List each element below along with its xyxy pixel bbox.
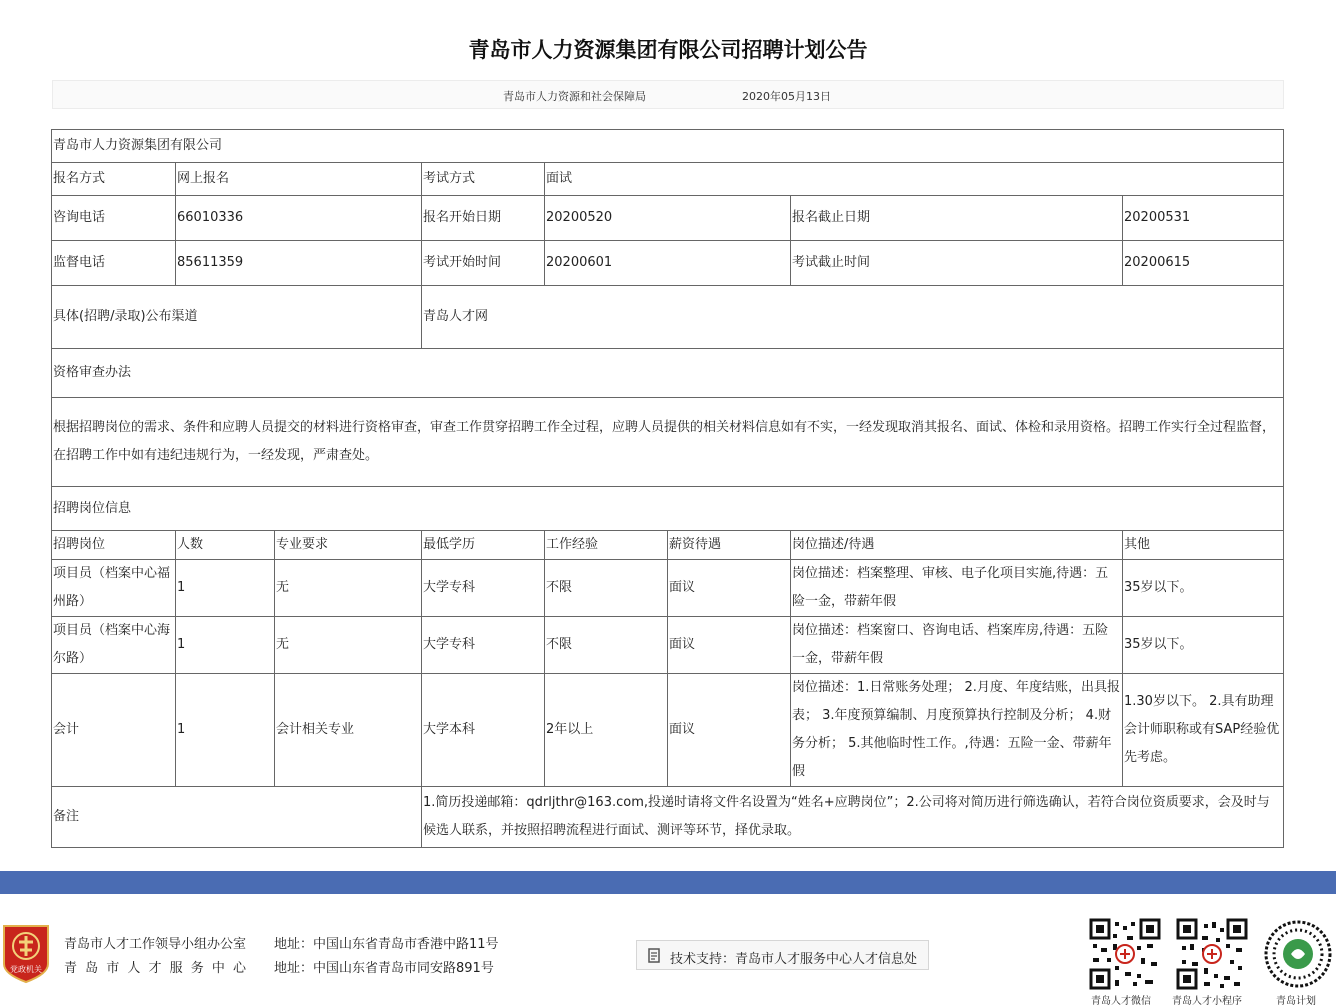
company-name: 青岛市人力资源集团有限公司 bbox=[52, 130, 1284, 163]
publisher: 青岛市人力资源和社会保障局 bbox=[503, 90, 646, 103]
major-cell: 会计相关专业 bbox=[275, 674, 422, 787]
experience-cell: 不限 bbox=[545, 617, 668, 674]
positions-label: 招聘岗位信息 bbox=[52, 487, 1284, 531]
supervise-phone-label: 监督电话 bbox=[52, 241, 176, 286]
salary-cell: 面议 bbox=[668, 617, 791, 674]
experience-cell: 不限 bbox=[545, 560, 668, 617]
qr-label-miniprogram: 青岛人才小程序 bbox=[1172, 996, 1242, 1007]
table-row bbox=[52, 674, 1284, 787]
education-cell: 大学专科 bbox=[422, 560, 545, 617]
header-major: 专业要求 bbox=[275, 531, 422, 560]
signup-start-label: 报名开始日期 bbox=[422, 196, 545, 241]
header-count: 人数 bbox=[176, 531, 275, 560]
footer-bar bbox=[0, 871, 1336, 894]
footer-office-1: 青岛市人才工作领导小组办公室 bbox=[64, 937, 247, 952]
channel-label: 具体(招聘/录取)公布渠道 bbox=[52, 286, 422, 349]
post-cell: 项目员（档案中心海尔路） bbox=[52, 617, 176, 674]
consult-phone-value: 66010336 bbox=[176, 196, 422, 241]
post-cell: 项目员（档案中心福州路） bbox=[52, 560, 176, 617]
supervise-phone-value: 85611359 bbox=[176, 241, 422, 286]
other-cell: 1.30岁以下。 2.具有助理会计师职称或有SAP经验优先考虑。 bbox=[1123, 674, 1284, 787]
other-cell: 35岁以下。 bbox=[1123, 617, 1284, 674]
party-badge-icon[interactable] bbox=[0, 922, 52, 984]
post-cell: 会计 bbox=[52, 674, 176, 787]
exam-method-value: 面试 bbox=[545, 163, 1284, 196]
table-row bbox=[52, 560, 1284, 617]
header-salary: 薪资待遇 bbox=[668, 531, 791, 560]
salary-cell: 面议 bbox=[668, 674, 791, 787]
header-other: 其他 bbox=[1123, 531, 1284, 560]
description-cell: 岗位描述：1.日常账务处理； 2.月度、年度结账，出具报表； 3.年度预算编制、月度预算执行控制及分析； 4.财务分析； 5.其他临时性工作。,待遇：五险一金、带薪年假 bbox=[791, 674, 1123, 787]
exam-start-value: 20200601 bbox=[545, 241, 791, 286]
remarks-label: 备注 bbox=[52, 787, 422, 848]
wechat-qr-icon[interactable] bbox=[1089, 918, 1161, 990]
review-text: 根据招聘岗位的需求、条件和应聘人员提交的材料进行资格审查，审查工作贯穿招聘工作全过程，应聘人员提供的相关材料信息如有不实，一经发现取消其报名、面试、体检和录用资格。招聘工作实行全过程监督，在招聘工作中如有违纪违规行为，一经发现，严肃查处。 bbox=[52, 398, 1284, 487]
count-cell: 1 bbox=[176, 560, 275, 617]
remarks-text: 1.简历投递邮箱：qdrljthr@163.com,投递时请将文件名设置为“姓名+应聘岗位”；2.公司将对简历进行筛选确认，若符合岗位资质要求，会及时与候选人联系，并按照招聘流程进行面试、测评等环节，择优录取。 bbox=[422, 787, 1284, 848]
exam-method-label: 考试方式 bbox=[422, 163, 545, 196]
experience-cell: 2年以上 bbox=[545, 674, 668, 787]
major-cell: 无 bbox=[275, 617, 422, 674]
publish-date: 2020年05月13日 bbox=[742, 90, 831, 103]
recruitment-table bbox=[51, 129, 1284, 848]
signup-method-value: 网上报名 bbox=[176, 163, 422, 196]
description-cell: 岗位描述：档案整理、审核、电子化项目实施,待遇：五险一金，带薪年假 bbox=[791, 560, 1123, 617]
footer-office-2: 青 岛 市 人 才 服 务 中 心 bbox=[64, 961, 249, 976]
salary-cell: 面议 bbox=[668, 560, 791, 617]
tech-support-box[interactable] bbox=[636, 940, 929, 970]
header-experience: 工作经验 bbox=[545, 531, 668, 560]
page-title: 青岛市人力资源集团有限公司招聘计划公告 bbox=[468, 38, 868, 62]
miniprogram-qr-icon[interactable] bbox=[1176, 918, 1248, 990]
plan-qr-icon[interactable] bbox=[1262, 918, 1334, 990]
signup-start-value: 20200520 bbox=[545, 196, 791, 241]
count-cell: 1 bbox=[176, 617, 275, 674]
other-cell: 35岁以下。 bbox=[1123, 560, 1284, 617]
badge-text: 党政机关 bbox=[10, 965, 42, 974]
education-cell: 大学本科 bbox=[422, 674, 545, 787]
qr-label-plan: 青岛计划 bbox=[1276, 996, 1316, 1007]
exam-end-value: 20200615 bbox=[1123, 241, 1284, 286]
header-education: 最低学历 bbox=[422, 531, 545, 560]
tech-support-text: 技术支持：青岛市人才服务中心人才信息处 bbox=[670, 952, 918, 967]
signup-method-label: 报名方式 bbox=[52, 163, 176, 196]
education-cell: 大学专科 bbox=[422, 617, 545, 674]
consult-phone-label: 咨询电话 bbox=[52, 196, 176, 241]
exam-start-label: 考试开始时间 bbox=[422, 241, 545, 286]
qr-label-wechat: 青岛人才微信 bbox=[1091, 996, 1151, 1007]
major-cell: 无 bbox=[275, 560, 422, 617]
count-cell: 1 bbox=[176, 674, 275, 787]
footer-address-2: 地址：中国山东省青岛市同安路891号 bbox=[274, 961, 494, 976]
description-cell: 岗位描述：档案窗口、咨询电话、档案库房,待遇：五险一金，带薪年假 bbox=[791, 617, 1123, 674]
table-row bbox=[52, 617, 1284, 674]
publish-info-bar bbox=[52, 80, 1284, 109]
signup-end-label: 报名截止日期 bbox=[791, 196, 1123, 241]
signup-end-value: 20200531 bbox=[1123, 196, 1284, 241]
review-label: 资格审查办法 bbox=[52, 349, 1284, 398]
header-post: 招聘岗位 bbox=[52, 531, 176, 560]
footer-address-1: 地址：中国山东省青岛市香港中路11号 bbox=[274, 937, 499, 952]
document-icon bbox=[647, 948, 663, 968]
exam-end-label: 考试截止时间 bbox=[791, 241, 1123, 286]
header-description: 岗位描述/待遇 bbox=[791, 531, 1123, 560]
channel-value: 青岛人才网 bbox=[422, 286, 1284, 349]
